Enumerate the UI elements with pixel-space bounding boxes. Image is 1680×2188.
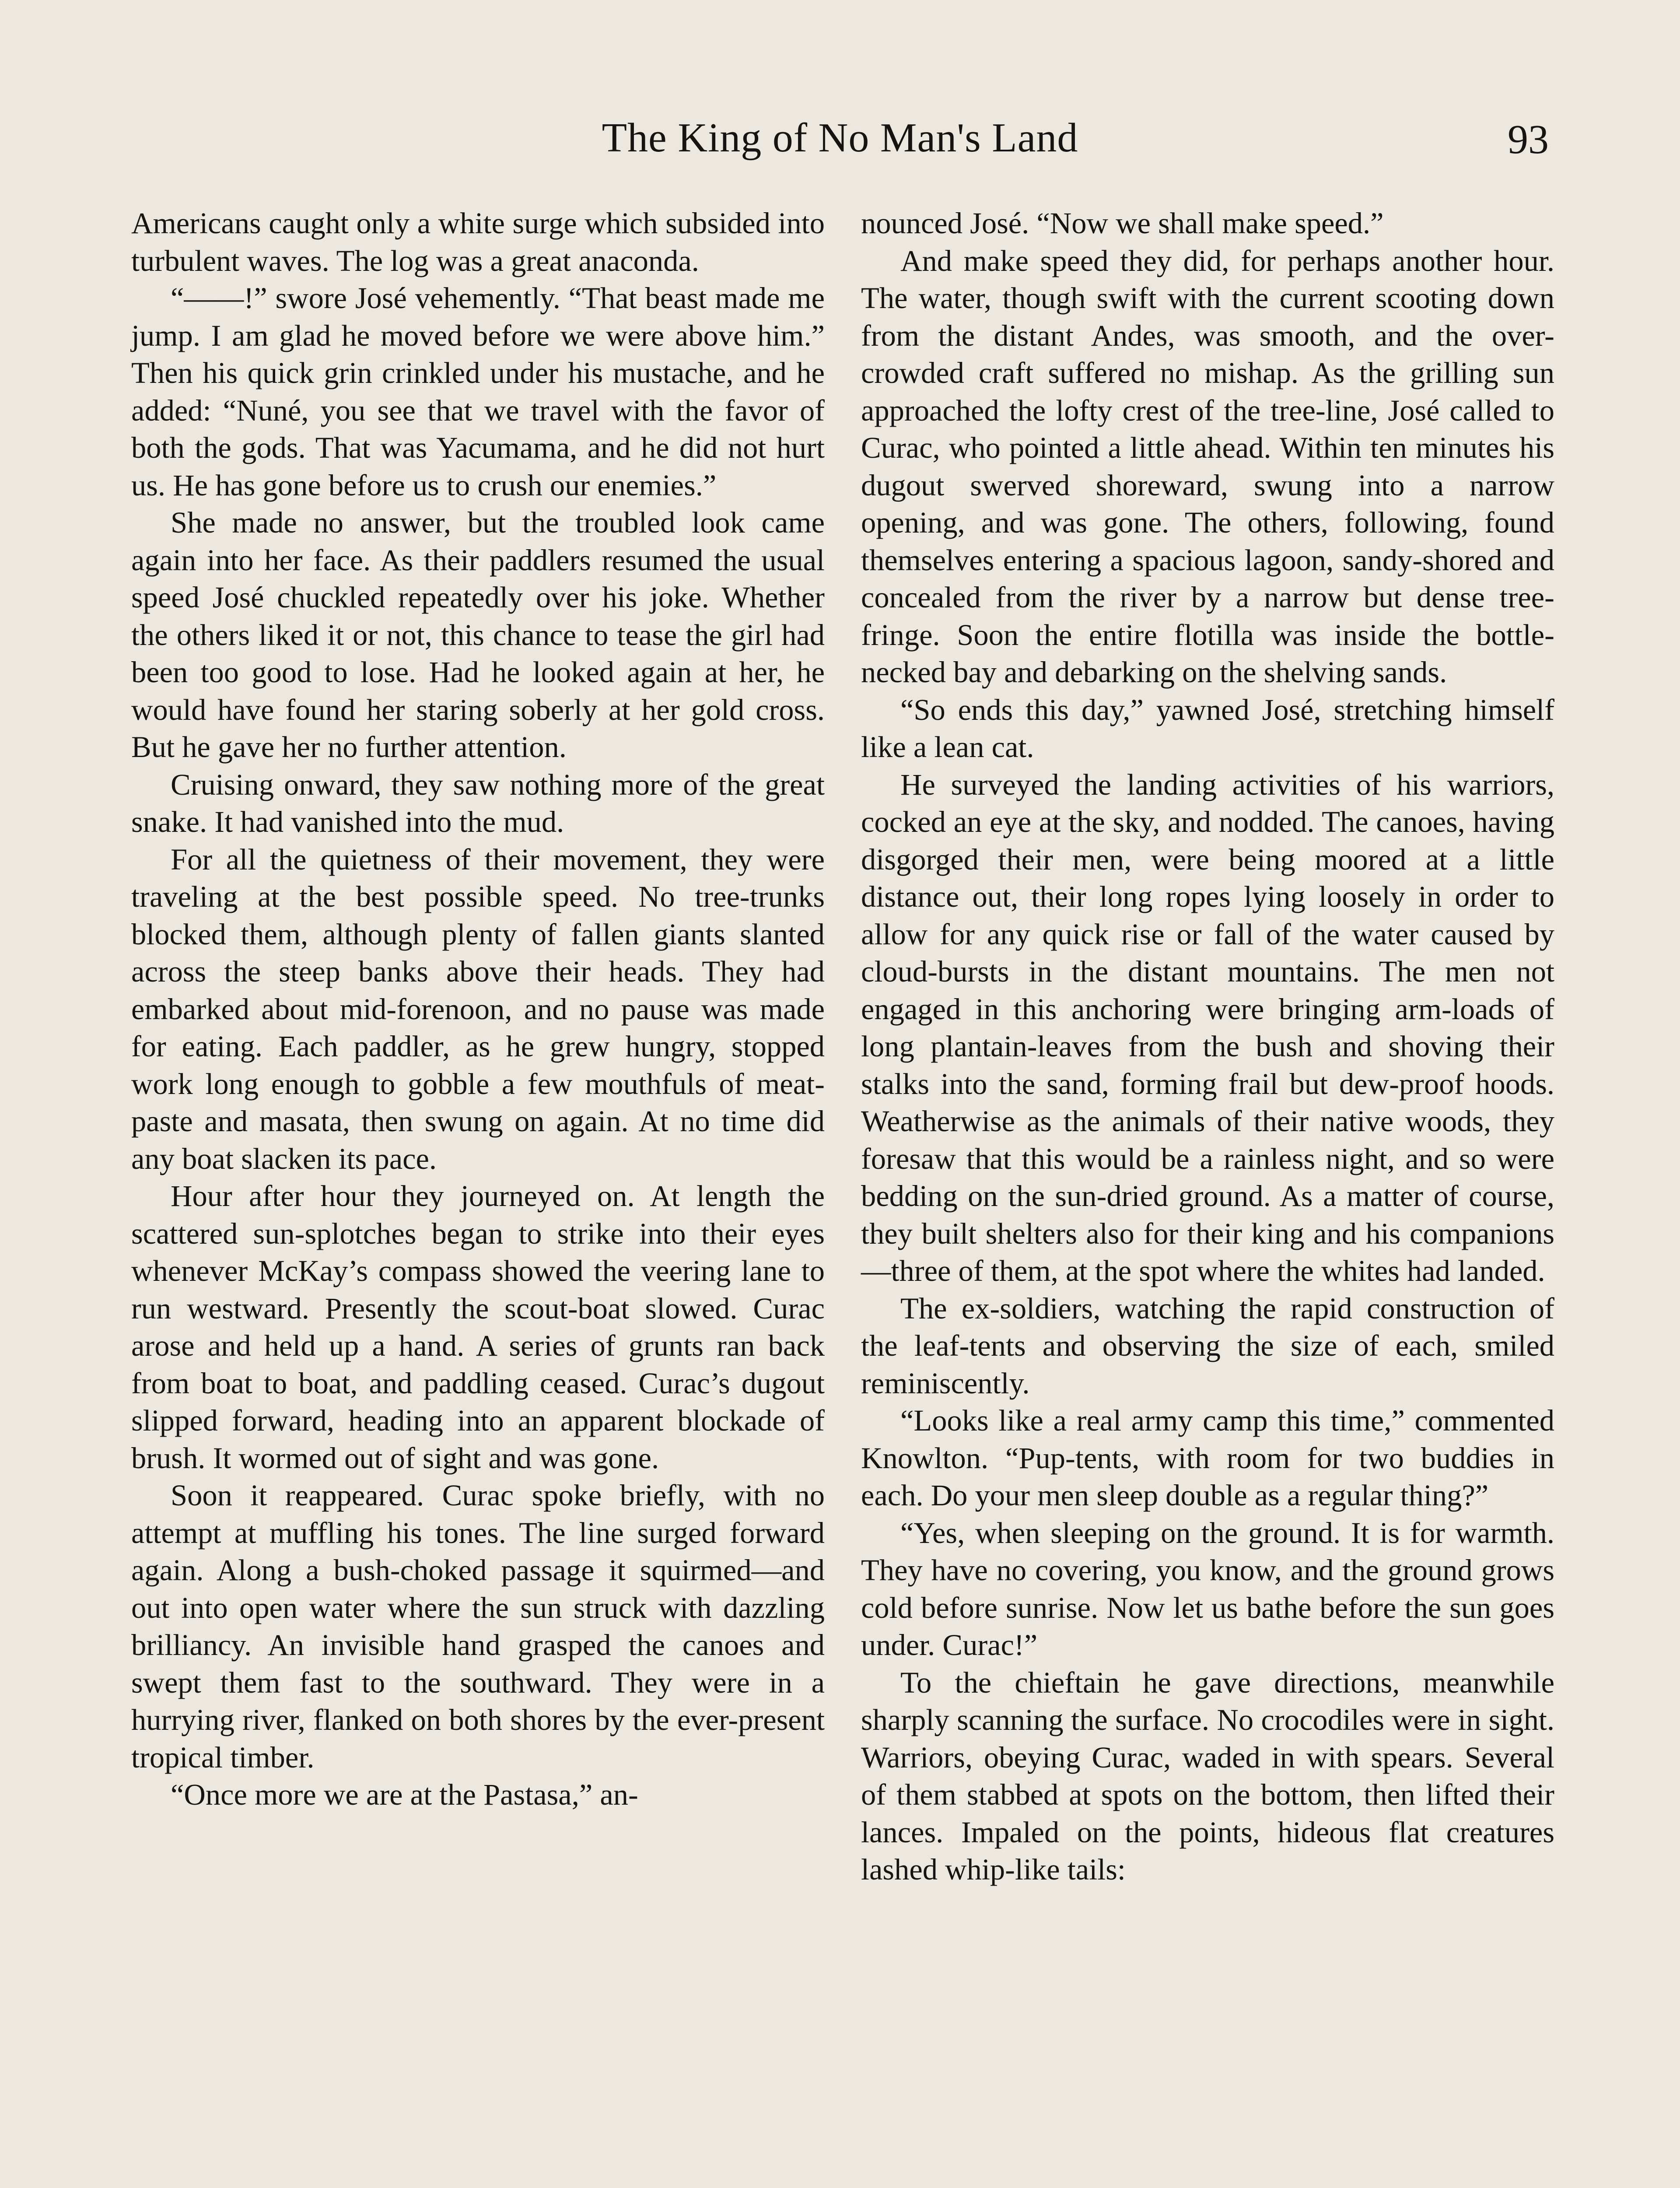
paragraph: And make speed they did, for perhaps another hour. The water, though swift with the current scooting down from the distant Andes, was smooth, and the over-crowded craft suffered no mishap. As the grilling sun approached the lofty crest of the tree-line, José called to Curac, who pointed a little ahead. Within ten minutes his dugout swerved shoreward, swung into a narrow opening, and was gone. The others, following, found themselves entering a spacious lagoon, sandy-shored and concealed from the river by a narrow but dense tree-fringe. Soon the entire flotilla was inside the bottle-necked bay and debarking on the shelving sands.: [861, 244, 1554, 689]
paragraph: For all the quietness of their movement, they were traveling at the best possible speed. No tree-trunks blocked them, although plenty of fallen giants slanted across the steep banks above their heads. They had embarked about mid-forenoon, and no pause was made for eating. Each paddler, as he grew hungry, stopped work long enough to gobble a few mouthfuls of meat-paste and masata, then swung on again. At no time did any boat slacken its pace.: [131, 842, 825, 1175]
paragraph: “Once more we are at the Pastasa,” an-: [171, 1778, 638, 1811]
right-text-column: [861, 205, 1554, 1889]
paragraph: Cruising onward, they saw nothing more of the great snake. It had vanished into the mud.: [131, 768, 825, 838]
paragraph: Hour after hour they journeyed on. At length the scattered sun-splotches began to strike into their eyes whenever McKay’s compass showed the veering lane to run westward. Presently the scout-boat slowed. Curac arose and held up a hand. A series of grunts ran back from boat to boat, and paddling ceased. Curac’s dugout slipped forward, heading into an apparent blockade of brush. It wormed out of sight and was gone.: [131, 1179, 825, 1475]
paragraph: The ex-soldiers, watching the rapid construction of the leaf-tents and observing the size of each, smiled reminiscently.: [861, 1291, 1554, 1400]
page-header: [131, 109, 1549, 175]
running-title: The King of No Man's Land: [602, 115, 1078, 161]
paragraph: “Looks like a real army camp this time,” commented Knowlton. “Pup-tents, with room for two buddies in each. Do your men sleep double as a regular thing?”: [861, 1404, 1554, 1512]
paragraph: She made no answer, but the troubled look came again into her face. As their paddlers resumed the usual speed José chuckled repeatedly over his joke. Whether the others liked it or not, this chance to tease the girl had been too good to lose. Had he looked again at her, he would have found her staring soberly at her gold cross. But he gave her no further attention.: [131, 506, 825, 764]
paragraph: Soon it reappeared. Curac spoke briefly, with no attempt at muffling his tones. The line surged forward again. Along a bush-choked passage it squirmed—and out into open water where the sun struck with dazzling brilliancy. An invisible hand grasped the canoes and swept them fast to the southward. They were in a hurrying river, flanked on both shores by the ever-present tropical timber.: [131, 1479, 825, 1774]
page-number: 93: [1508, 117, 1549, 162]
paragraph: To the chieftain he gave directions, meanwhile sharply scanning the surface. No crocodiles were in sight. Warriors, obeying Curac, waded in with spears. Several of them stabbed at spots on the bottom, then lifted their lances. Impaled on the points, hideous flat creatures lashed whip-like tails:: [861, 1666, 1554, 1886]
paragraph: “——!” swore José vehemently. “That beast made me jump. I am glad he moved before we were above him.” Then his quick grin crinkled under his mustache, and he added: “Nuné, you see that we travel with the favor of both the gods. That was Yacumama, and he did not hurt us. He has gone before us to crush our enemies.”: [131, 281, 825, 502]
paragraph: “So ends this day,” yawned José, stretching himself like a lean cat.: [861, 693, 1554, 764]
paragraph: Americans caught only a white surge which subsided into turbulent waves. The log was a great anaconda.: [131, 207, 825, 277]
paragraph: He surveyed the landing activities of his warriors, cocked an eye at the sky, and nodded. The canoes, having disgorged their men, were being moored at a little distance out, their long ropes lying loosely in order to allow for any quick rise or fall of the water caused by cloud-bursts in the distant mountains. The men not engaged in this anchoring were bringing arm-loads of long plantain-leaves from the bush and shoving their stalks into the sand, forming frail but dew-proof hoods. Weatherwise as the animals of their native woods, they foresaw that this would be a rainless night, and so were bedding on the sun-dried ground. As a matter of course, they built shelters also for their king and his companions—three of them, at the spot where the whites had landed.: [861, 768, 1554, 1287]
paragraph: “Yes, when sleeping on the ground. It is for warmth. They have no covering, you know, and the ground grows cold before sunrise. Now let us bathe before the sun goes under. Curac!”: [861, 1516, 1554, 1662]
left-text-column: [131, 205, 825, 1814]
paragraph: nounced José. “Now we shall make speed.”: [861, 207, 1384, 240]
